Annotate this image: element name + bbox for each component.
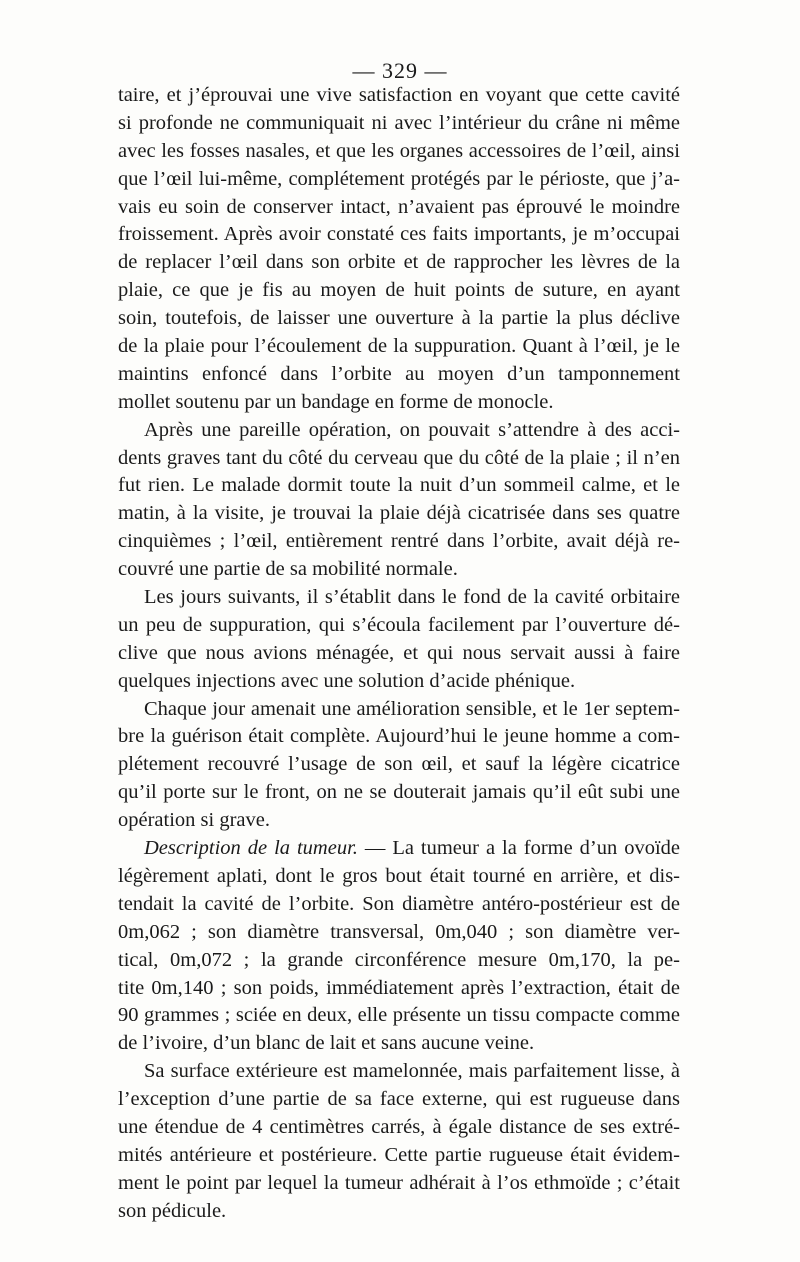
text-line: [118, 975, 680, 1003]
text-line: [118, 891, 680, 919]
line-text: plétement recouvré l’usage de son œil, et sauf la légère cicatrice: [118, 753, 680, 776]
line-text: son pédicule.: [118, 1199, 227, 1222]
line-text: froissement. Après avoir constaté ces faits importants, je m’occupai: [118, 223, 680, 246]
line-text: cinquièmes ; l’œil, entièrement rentré dans l’orbite, avait déjà re-: [118, 530, 680, 553]
line-text: tical, 0m,072 ; la grande circonférence mesure 0m,170, la pe-: [118, 948, 680, 971]
line-text: bre la guérison était complète. Aujourd’hui le jeune homme a com-: [118, 725, 680, 748]
line-text: Les jours suivants, il s’établit dans le fond de la cavité orbitaire: [144, 586, 680, 609]
text-line: [118, 445, 680, 473]
line-text: Sa surface extérieure est mamelonnée, mais parfaitement lisse, à: [144, 1060, 680, 1083]
line-text: une étendue de 4 centimètres carrés, à égale distance de ses extré-: [118, 1115, 680, 1138]
page-number: — 329 —: [352, 58, 448, 83]
text-line: [118, 835, 680, 863]
text-line: [118, 166, 680, 194]
text-line: [118, 919, 680, 947]
line-text: Chaque jour amenait une amélioration sensible, et le 1er septem-: [144, 697, 680, 720]
line-text: taire, et j’éprouvai une vive satisfaction en voyant que cette cavité: [118, 84, 680, 106]
text-line: [118, 1198, 680, 1226]
line-text: tendait la cavité de l’orbite. Son diamètre antéro-postérieur est de: [118, 892, 680, 915]
text-line: [118, 863, 680, 891]
line-text: un peu de suppuration, qui s’écoula facilement par l’ouverture dé-: [118, 613, 680, 636]
line-text: de la plaie pour l’écoulement de la suppuration. Quant à l’œil, je le: [118, 335, 680, 358]
text-line: [118, 640, 680, 668]
line-text: — La tumeur a la forme d’un ovoïde: [364, 837, 680, 860]
line-text: quelques injections avec une solution d’acide phénique.: [118, 669, 576, 692]
text-line: [118, 1086, 680, 1114]
line-text: de replacer l’œil dans son orbite et de rapprocher les lèvres de la: [118, 251, 680, 274]
line-text: que l’œil lui-même, complétement protégés par le périoste, que j’a-: [118, 167, 680, 190]
line-text: soin, toutefois, de laisser une ouverture à la partie la plus déclive: [118, 307, 680, 330]
text-line: [118, 1030, 680, 1058]
text-line: [118, 1170, 680, 1198]
text-line: [118, 361, 680, 389]
line-text: tite 0m,140 ; son poids, immédiatement après l’extraction, était de: [118, 976, 680, 999]
line-text: avec les fosses nasales, et que les organes accessoires de l’œil, ainsi: [118, 139, 680, 162]
line-text: fut rien. Le malade dormit toute la nuit d’un sommeil calme, et le: [118, 474, 680, 497]
line-text: plaie, ce que je fis au moyen de huit points de suture, en ayant: [118, 279, 680, 302]
text-line: [118, 1058, 680, 1086]
text-line: [118, 947, 680, 975]
text-line: [118, 472, 680, 500]
text-line: [118, 389, 680, 417]
text-line: [118, 138, 680, 166]
line-text: matin, à la visite, je trouvai la plaie déjà cicatrisée dans ses quatre: [118, 502, 680, 525]
text-line: [118, 500, 680, 528]
text-line: [118, 1114, 680, 1142]
text-line: [118, 556, 680, 584]
line-text: opération si grave.: [118, 809, 270, 832]
text-line: [118, 1002, 680, 1030]
line-text: légèrement aplati, dont le gros bout était tourné en arrière, et dis-: [118, 864, 680, 887]
line-text: vais eu soin de conserver intact, n’avaient pas éprouvé le moindre: [118, 195, 680, 218]
text-line: [118, 779, 680, 807]
text-line: [118, 110, 680, 138]
text-line: [118, 528, 680, 556]
text-line: [118, 194, 680, 222]
text-line: [118, 612, 680, 640]
line-text: qu’il porte sur le front, on ne se douterait jamais qu’il eût subi une: [118, 781, 680, 804]
line-text: mités antérieure et postérieure. Cette partie rugueuse était évidem-: [118, 1143, 680, 1166]
line-text: 0m,062 ; son diamètre transversal, 0m,040 ; son diamètre ver-: [118, 920, 680, 943]
line-text: dents graves tant du côté du cerveau que du côté de la plaie ; il n’en: [118, 446, 680, 469]
line-text: l’exception d’une partie de sa face externe, qui est rugueuse dans: [118, 1088, 680, 1111]
line-text: mollet soutenu par un bandage en forme de monocle.: [118, 390, 554, 413]
text-line: [118, 305, 680, 333]
line-text: de l’ivoire, d’un blanc de lait et sans aucune veine.: [118, 1032, 535, 1055]
line-text: 90 grammes ; sciée en deux, elle présente un tissu compacte comme: [118, 1004, 680, 1027]
text-line: [118, 1142, 680, 1170]
text-line: [118, 277, 680, 305]
text-line: [118, 723, 680, 751]
line-text: maintins enfoncé dans l’orbite au moyen d’un tamponnement: [118, 362, 680, 385]
text-line: [118, 249, 680, 277]
text-line: [118, 751, 680, 779]
section-heading: Description de la tumeur.: [144, 837, 358, 860]
text-line: [118, 668, 680, 696]
text-line: [118, 584, 680, 612]
text-line: [118, 807, 680, 835]
line-text: couvré une partie de sa mobilité normale.: [118, 558, 458, 581]
body-text: [118, 82, 680, 1226]
text-line: [118, 417, 680, 445]
text-line: [118, 82, 680, 110]
text-line: [118, 696, 680, 724]
text-line: [118, 221, 680, 249]
line-text: si profonde ne communiquait ni avec l’intérieur du crâne ni même: [118, 111, 680, 134]
line-text: Après une pareille opération, on pouvait s’attendre à des acci-: [144, 418, 680, 441]
text-line: [118, 333, 680, 361]
line-text: clive que nous avions ménagée, et qui nous servait aussi à faire: [118, 641, 680, 664]
line-text: ment le point par lequel la tumeur adhérait à l’os ethmoïde ; c’était: [118, 1171, 680, 1194]
